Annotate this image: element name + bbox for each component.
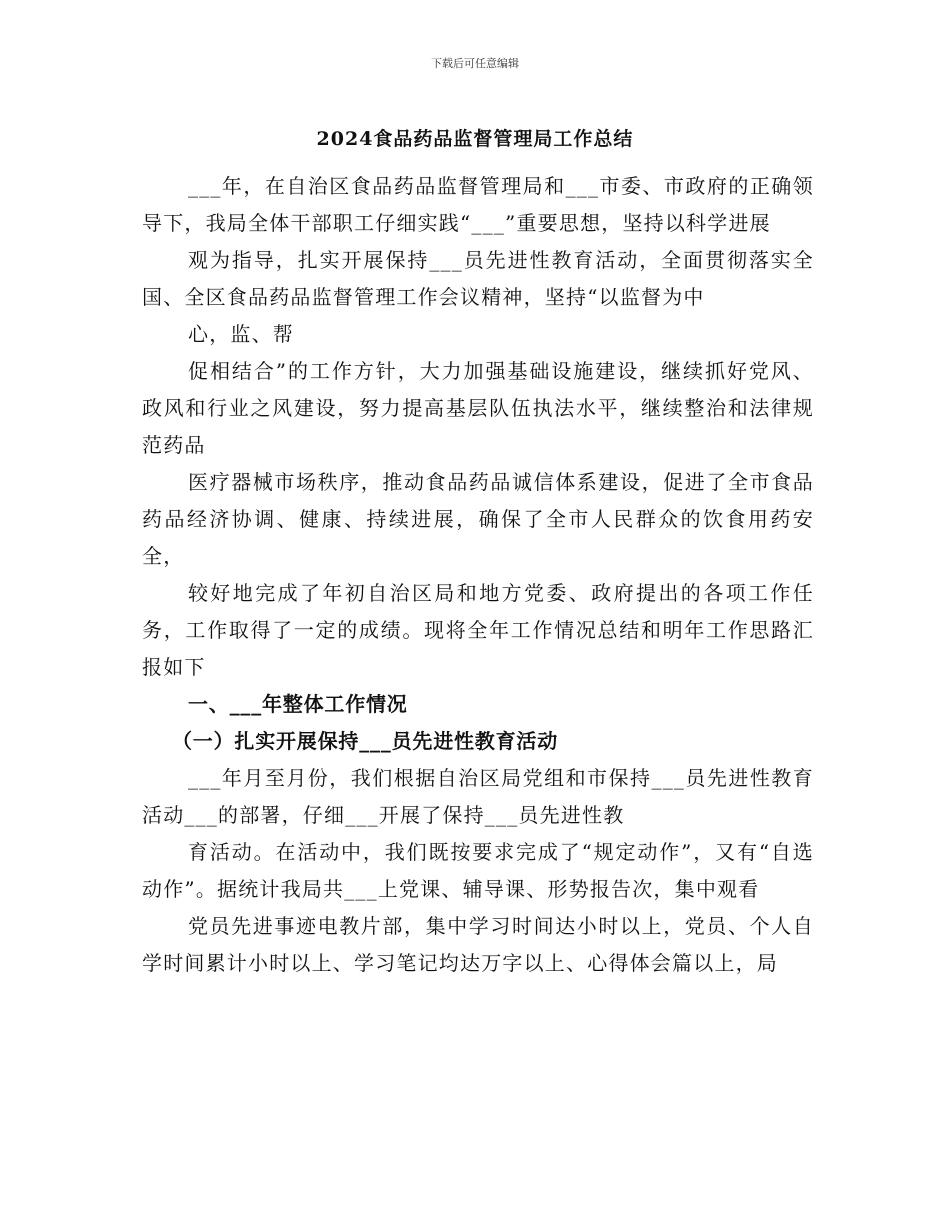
paragraph: 党员先进事迹电教片部，集中学习时间达小时以上，党员、个人自学时间累计小时以上、学习笔记均达万字以上、心得体会篇以上，局: [142, 914, 814, 975]
paragraph: 医疗器械市场秩序，推动食品药品诚信体系建设，促进了全市食品药品经济协调、健康、持续进展，确保了全市人民群众的饮食用药安全，: [142, 470, 814, 568]
paragraph: 观为指导，扎实开展保持___员先进性教育活动，全面贯彻落实全国、全区食品药品监督管理工作会议精神，坚持“以监督为中: [142, 248, 814, 309]
paragraph: ___年，在自治区食品药品监督管理局和___市委、市政府的正确领导下，我局全体干部职工仔细实践“___”重要思想，坚持以科学进展: [142, 174, 814, 235]
subsection-heading: （一）扎实开展保持___员先进性教育活动: [172, 729, 558, 753]
document-title: 2024食品药品监督管理局工作总结: [316, 128, 634, 150]
paragraph: 育活动。在活动中，我们既按要求完成了“规定动作”，又有“自选动作”。据统计我局共___上党课、辅导课、形势报告次，集中观看: [142, 840, 814, 901]
paragraph: ___年月至月份，我们根据自治区局党组和市保持___员先进性教育活动___的部署，仔细___开展了保持___员先进性教: [142, 766, 814, 827]
paragraph: 较好地完成了年初自治区局和地方党委、政府提出的各项工作任务，工作取得了一定的成绩。现将全年工作情况总结和明年工作思路汇报如下: [142, 581, 814, 679]
document-body: [142, 168, 814, 982]
section-heading: 一、___年整体工作情况: [188, 692, 408, 716]
paragraph: 促相结合”的工作方针，大力加强基础设施建设，继续抓好党风、政风和行业之风建设，努力提高基层队伍执法水平，继续整治和法律规范药品: [142, 359, 814, 457]
header-note: 下载后可任意编辑: [431, 57, 519, 70]
paragraph: 心，监、帮: [188, 322, 294, 346]
